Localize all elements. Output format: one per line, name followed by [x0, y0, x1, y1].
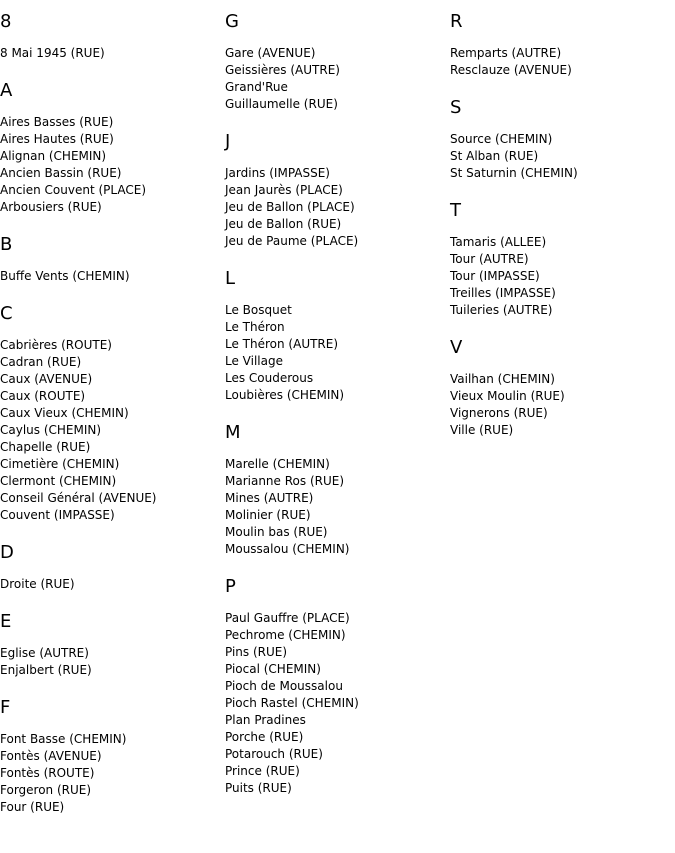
street-name: Resclauze (AVENUE) — [450, 63, 572, 77]
street-name: Treilles (IMPASSE) — [450, 286, 556, 300]
street-name: Mines (AUTRE) — [225, 491, 314, 505]
street-name: Loubières (CHEMIN) — [225, 388, 345, 402]
street-name: Jean Jaurès (PLACE) — [225, 183, 343, 197]
letter-section — [450, 10, 675, 79]
street-name: Arbousiers (RUE) — [0, 200, 102, 214]
street-name: Couvent (IMPASSE) — [0, 508, 115, 522]
street-name: Paul Gauffre (PLACE) — [225, 611, 350, 625]
street-name: Marelle (CHEMIN) — [225, 457, 330, 471]
street-list — [450, 131, 675, 182]
street-name: Porche (RUE) — [225, 730, 304, 744]
street-name: St Saturnin (CHEMIN) — [450, 166, 578, 180]
street-name: Cimetière (CHEMIN) — [0, 457, 120, 471]
letter-section — [450, 199, 675, 319]
street-name: Cadran (RUE) — [0, 355, 82, 369]
street-name: Conseil Général (AVENUE) — [0, 491, 157, 505]
street-list — [225, 610, 450, 797]
street-name: Le Théron (AUTRE) — [225, 337, 339, 351]
section-letter-heading: A — [0, 80, 13, 101]
section-letter-heading: 8 — [0, 11, 12, 32]
section-letter-heading: G — [225, 11, 239, 32]
street-name: Le Bosquet — [225, 303, 292, 317]
street-name: Forgeron (RUE) — [0, 783, 92, 797]
street-name: Caux Vieux (CHEMIN) — [0, 406, 129, 420]
street-name: Pioch de Moussalou — [225, 679, 343, 693]
street-name: Pins (RUE) — [225, 645, 288, 659]
street-name: Gare (AVENUE) — [225, 46, 316, 60]
section-letter-heading: S — [450, 97, 462, 118]
letter-section — [0, 541, 225, 593]
street-name: Marianne Ros (RUE) — [225, 474, 345, 488]
letter-section — [450, 336, 675, 439]
letter-section — [225, 10, 450, 113]
street-list — [450, 234, 675, 319]
street-list — [0, 645, 225, 679]
street-name: Eglise (AUTRE) — [0, 646, 89, 660]
letter-section — [0, 302, 225, 524]
street-name: Jardins (IMPASSE) — [225, 166, 330, 180]
section-letter-heading: R — [450, 11, 463, 32]
section-letter-heading: V — [450, 337, 463, 358]
street-name: Molinier (RUE) — [225, 508, 311, 522]
street-name: Jeu de Ballon (PLACE) — [225, 200, 355, 214]
street-list — [0, 114, 225, 216]
street-name: Ancien Bassin (RUE) — [0, 166, 122, 180]
street-name: Ville (RUE) — [450, 423, 514, 437]
street-name: Tour (AUTRE) — [450, 252, 529, 266]
street-name: Jeu de Paume (PLACE) — [225, 234, 359, 248]
letter-section — [0, 696, 225, 816]
street-name: Aires Hautes (RUE) — [0, 132, 114, 146]
letter-section — [225, 421, 450, 558]
street-name: Buffe Vents (CHEMIN) — [0, 269, 130, 283]
section-letter-heading: M — [225, 422, 241, 443]
section-letter-heading: D — [0, 542, 14, 563]
letter-section — [0, 233, 225, 285]
street-name: Aires Basses (RUE) — [0, 115, 114, 129]
street-list — [0, 576, 225, 593]
street-name: Jeu de Ballon (RUE) — [225, 217, 342, 231]
street-name: Font Basse (CHEMIN) — [0, 732, 127, 746]
street-name: Clermont (CHEMIN) — [0, 474, 117, 488]
street-name: Caux (AVENUE) — [0, 372, 93, 386]
street-name: Droite (RUE) — [0, 577, 75, 591]
column-3 — [450, 0, 675, 439]
street-name: Source (CHEMIN) — [450, 132, 553, 146]
street-name: Cabrières (ROUTE) — [0, 338, 112, 352]
section-letter-heading: C — [0, 303, 13, 324]
street-list — [225, 302, 450, 404]
street-name: Tour (IMPASSE) — [450, 269, 540, 283]
street-name: Guillaumelle (RUE) — [225, 97, 338, 111]
street-name: Moussalou (CHEMIN) — [225, 542, 350, 556]
street-name: Fontès (ROUTE) — [0, 766, 95, 780]
street-name: Les Couderous — [225, 371, 314, 385]
street-name: Tuileries (AUTRE) — [450, 303, 553, 317]
street-name: Caux (ROUTE) — [0, 389, 86, 403]
street-name: Enjalbert (RUE) — [0, 663, 92, 677]
letter-section — [0, 610, 225, 679]
street-name: Vieux Moulin (RUE) — [450, 389, 565, 403]
letter-section — [225, 267, 450, 404]
street-name: Pechrome (CHEMIN) — [225, 628, 346, 642]
section-letter-heading: B — [0, 234, 13, 255]
street-name: Geissières (AUTRE) — [225, 63, 340, 77]
street-name: Prince (RUE) — [225, 764, 300, 778]
street-name: Fontès (AVENUE) — [0, 749, 102, 763]
section-letter-heading: J — [225, 131, 231, 152]
street-name: Plan Pradines — [225, 713, 306, 727]
street-name: Remparts (AUTRE) — [450, 46, 562, 60]
street-name: Potarouch (RUE) — [225, 747, 323, 761]
street-name: Le Village — [225, 354, 283, 368]
letter-section — [225, 130, 450, 250]
section-letter-heading: E — [0, 611, 12, 632]
letter-section — [0, 79, 225, 216]
street-list — [225, 45, 450, 113]
street-list — [0, 731, 225, 816]
letter-section — [225, 575, 450, 797]
street-name: Vailhan (CHEMIN) — [450, 372, 555, 386]
section-letter-heading: P — [225, 576, 236, 597]
street-name: Grand'Rue — [225, 80, 288, 94]
street-name: Pioch Rastel (CHEMIN) — [225, 696, 359, 710]
street-name: Le Théron — [225, 320, 285, 334]
street-name: Four (RUE) — [0, 800, 65, 814]
section-letter-heading: L — [225, 268, 236, 289]
section-letter-heading: F — [0, 697, 11, 718]
street-name: Caylus (CHEMIN) — [0, 423, 102, 437]
street-list — [0, 268, 225, 285]
street-name: Puits (RUE) — [225, 781, 292, 795]
letter-section — [450, 96, 675, 182]
street-list — [0, 337, 225, 524]
section-letter-heading: T — [450, 200, 461, 221]
street-list — [450, 371, 675, 439]
column-2 — [225, 0, 450, 797]
street-list — [225, 165, 450, 250]
street-name: 8 Mai 1945 (RUE) — [0, 46, 105, 60]
street-name: Vignerons (RUE) — [450, 406, 548, 420]
street-name: Alignan (CHEMIN) — [0, 149, 107, 163]
street-list — [0, 45, 225, 62]
street-name: Chapelle (RUE) — [0, 440, 91, 454]
letter-section — [0, 10, 225, 62]
street-list — [225, 456, 450, 558]
street-name: Piocal (CHEMIN) — [225, 662, 321, 676]
column-1 — [0, 0, 225, 816]
street-name: Tamaris (ALLEE) — [450, 235, 547, 249]
street-name: Moulin bas (RUE) — [225, 525, 328, 539]
street-name: St Alban (RUE) — [450, 149, 539, 163]
street-list — [450, 45, 675, 79]
street-name: Ancien Couvent (PLACE) — [0, 183, 147, 197]
